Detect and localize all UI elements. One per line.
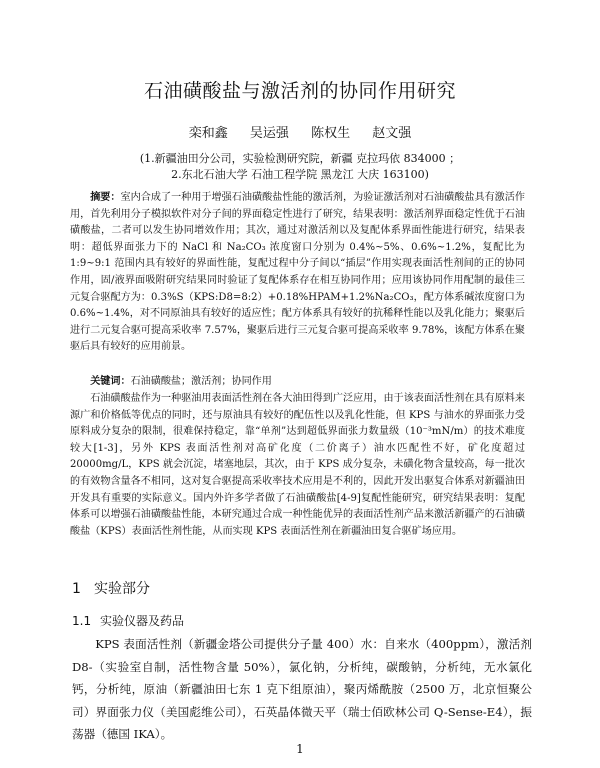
author: 陈权生 bbox=[311, 126, 351, 141]
affiliation-1: (1.新疆油田分公司，实验检测研究院，新疆 克拉玛依 834000 ； bbox=[139, 152, 461, 165]
subsection-title: 实验仪器及药品 bbox=[100, 614, 185, 628]
keywords-label: 关键词： bbox=[90, 376, 131, 387]
section-heading bbox=[72, 578, 150, 598]
abstract bbox=[70, 190, 525, 356]
abstract-label: 摘要： bbox=[90, 192, 121, 203]
keywords bbox=[70, 374, 525, 391]
paper-title: 石油磺酸盐与激活剂的协同作用研究 bbox=[143, 80, 456, 102]
author-list bbox=[0, 122, 600, 141]
affiliation-2: 2.东北石油大学 石油工程学院 黑龙江 大庆 163100) bbox=[171, 168, 429, 181]
abstract-text: 室内合成了一种用于增强石油磺酸盐性能的激活剂，为验证激活剂对石油磺酸盐具有激活作用，首先利用分子模拟软件对分子间的界面稳定性进行了研究，结果表明：激活剂界面稳定性优于石油磺酸盐，二者可以发生协同增效作用；其次，通过对激活剂以及复配体系界面性能进行研究，结果表明：超低界面张力下的 NaCl 和 Na₂CO₃ 浓度窗口分别为 0.4%~5%、0.6%~1.2%，复配比为 1:9~9:1 范围内具有较好的界面性能，复配过程中分子间以“插层”作用实现表面活性剂间的正的协同作用，固/液界面吸附研究结果同时验证了复配体系存在相互协同作用；应用该协同作用配制的最佳三元复合驱配方为：0.3%S（KPS:D8=8:2）+0.18%HPAM+1.2%Na₂CO₃，配方体系碱浓度窗口为 0.6%~1.4%，对不同原油具有较好的适应性；配方体系具有较好的抗稀释性能以及乳化能力；聚驱后进行二元复合驱可提高采收率 7.57%，聚驱后进行三元复合驱可提高采收率 9.78%，该配方体系在聚驱后具有较好的应用前景。 bbox=[70, 192, 526, 353]
subsection-heading bbox=[72, 612, 184, 629]
materials-paragraph: KPS 表面活性剂（新疆金塔公司提供分子量 400）水：自来水（400ppm），激活剂 D8-（实验室自制，活性物含量 50%），氯化钠，分析纯，碳酸钠，分析纯，无水氯化钙，分析纯，原油（新疆油田七东 1 克下组原油），聚丙烯酰胺（2500 万，北京恒聚公司）界面张力仪（美国彪维公司），石英晶体微天平（瑞士佰欧林公司 Q-Sense-E4），振荡器（德国 IKA）。 bbox=[72, 637, 532, 741]
subsection-number: 1.1 bbox=[72, 614, 92, 628]
section-number: 1 bbox=[72, 581, 81, 597]
introduction-paragraph: 石油磺酸盐作为一种驱油用表面活性剂在各大油田得到广泛应用，由于该表面活性剂在具有原料来源广和价格低等优点的同时，还与原油具有较好的配伍性以及乳化性能，但 KPS 与油水的界面张力受原料成分复杂的限制，很难保持稳定，靠“单剂”达到超低界面张力数量级（10⁻³mN/m）的技术难度较大[1-3]，另外 KPS 表面活性剂对高矿化度（二价离子）油水匹配性不好，矿化度超过 20000mg/L，KPS 就会沉淀，堵塞地层，其次，由于 KPS 成分复杂，未磺化物含量较高，每一批次的有效物含量各不相同，这对复合驱提高采收率技术应用是不利的，因此开发出驱复合体系对新疆油田开发具有重要的实际意义。国内外许多学者做了石油磺酸盐[4-9]复配性能研究，研究结果表明：复配体系可以增强石油磺酸盐性能，本研究通过合成一种性能优异的表面活性剂产品来激活新疆产的石油磺酸盐（KPS）表面活性剂性能，从而实现 KPS 表面活性剂在新疆油田复合驱矿场应用。 bbox=[70, 393, 525, 537]
author: 吴运强 bbox=[249, 126, 289, 141]
section-title: 实验部分 bbox=[94, 581, 150, 597]
author: 赵文强 bbox=[372, 126, 412, 141]
page-number: 1 bbox=[296, 742, 304, 756]
keywords-text: 石油磺酸盐；激活剂；协同作用 bbox=[130, 376, 272, 387]
author: 栾和鑫 bbox=[188, 126, 228, 141]
